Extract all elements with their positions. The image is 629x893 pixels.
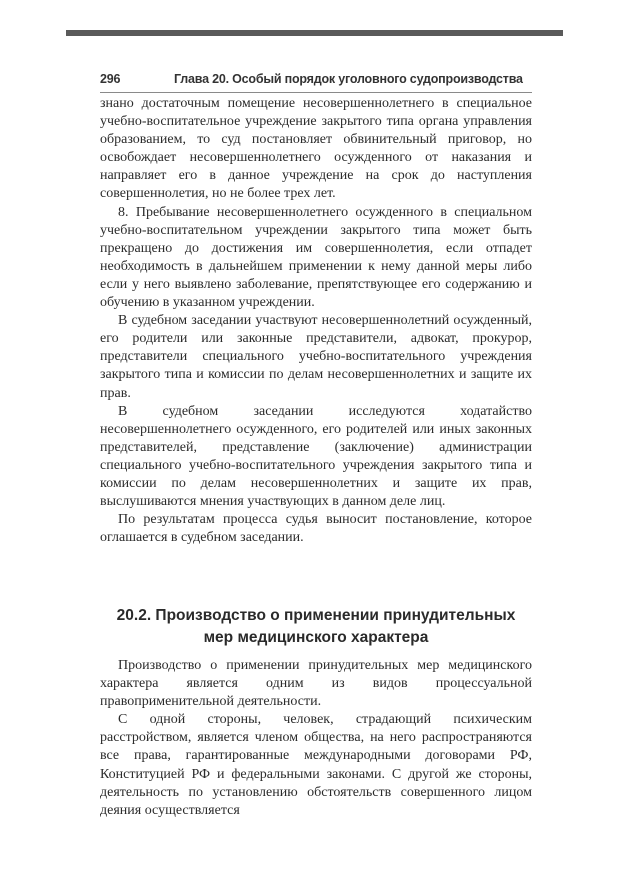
section-title: 20.2. Производство о применении принудительных мер медицинского характера bbox=[116, 607, 516, 646]
paragraph-5: По результатам процесса судья выносит постановление, которое оглашается в судебном заседании. bbox=[100, 512, 532, 546]
chapter-title: Глава 20. Особый порядок уголовного судопроизводства bbox=[174, 72, 523, 86]
header-rule bbox=[100, 92, 532, 93]
page-number: 296 bbox=[100, 72, 121, 86]
section-paragraph-1: Производство о применении принудительных мер медицинского характера является одним из видов процессуальной правоприменительной деятельности. bbox=[100, 658, 532, 710]
section-paragraph-2: С одной стороны, человек, страдающий психическим расстройством, является членом общества, на него распространяются все права, гарантированные международными договорами РФ, Конституцией РФ и федеральными законами. С другой же стороны, деятельность по установлению обстоятельств совершенного лицом деяния осуществляется bbox=[100, 712, 532, 818]
paragraph-3: В судебном заседании участвуют несовершеннолетний осужденный, его родители или законные представители, адвокат, прокурор, представители специального учебно-воспитательного учреждения закрытого типа и комиссии по делам несовершеннолетних и защите их прав. bbox=[100, 313, 532, 401]
running-header bbox=[100, 70, 532, 92]
top-rule bbox=[66, 30, 563, 36]
section-body-text bbox=[100, 657, 532, 820]
paragraph-1: знано достаточным помещение несовершеннолетнего в специальное учебно-воспитательное учреждение закрытого типа органа управления образованием, то суд постановляет обвинительный приговор, но освобождает несовершеннолетнего осужденного от наказания и направляет его в данное учреждение на срок до наступления совершеннолетия, но не более трех лет. bbox=[100, 96, 532, 202]
paragraph-4: В судебном заседании исследуются ходатайство несовершеннолетнего осужденного, его родителей или иных законных представителей, представление (заключение) администрации специального учебно-воспитательного учреждения закрытого типа и комиссии по делам несовершеннолетних и защите их прав, выслушиваются мнения участвующих в данном деле лиц. bbox=[100, 403, 532, 510]
paragraph-2: 8. Пребывание несовершеннолетнего осужденного в специальном учебно-воспитательном учреждении закрытого типа может быть прекращено до достижения им совершеннолетия, если отпадет необходимость в дальнейшем применении к нему данной меры либо если у него выявлено заболевание, препятствующее его содержанию и обучению в указанном учреждении. bbox=[100, 204, 532, 311]
body-text bbox=[100, 95, 532, 547]
